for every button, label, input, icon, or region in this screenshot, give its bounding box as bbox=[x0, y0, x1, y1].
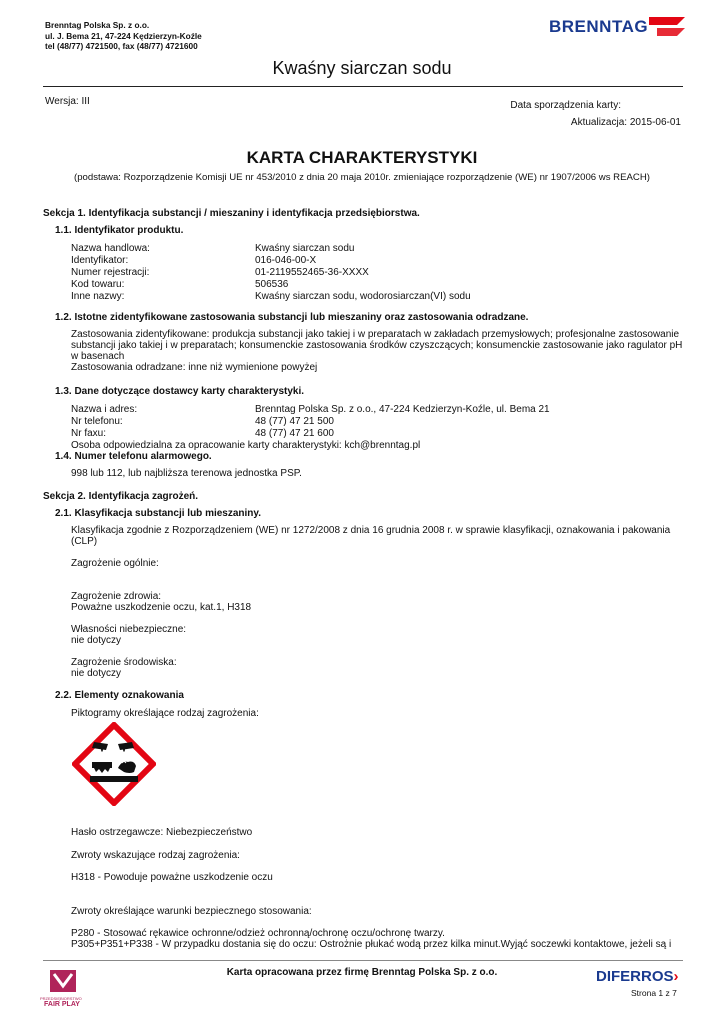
product-title: Kwaśny siarczan sodu bbox=[272, 58, 452, 78]
arrow-right-icon: › bbox=[673, 968, 679, 985]
diferros-text: DIFERROS bbox=[596, 968, 674, 985]
phone-value: 48 (77) 47 21 500 bbox=[255, 416, 334, 427]
emergency-numbers: 998 lub 112, lub najbliższa terenowa jednostka PSP. bbox=[71, 468, 302, 479]
uses-line: Zastosowania odradzane: inne niż wymienione powyżej bbox=[71, 362, 318, 373]
registration-label: Numer rejestracji: bbox=[71, 267, 150, 278]
fax-value: 48 (77) 47 21 600 bbox=[255, 428, 334, 439]
health-hazard-value: Poważne uszkodzenie oczu, kat.1, H318 bbox=[71, 602, 252, 613]
section-2-2-heading: 2.2. Elementy oznakowania bbox=[55, 690, 184, 701]
company-street: ul. J. Bema 21, 47-224 Kędzierzyn-Koźle bbox=[45, 30, 202, 41]
physical-hazard-value: nie dotyczy bbox=[71, 635, 122, 646]
pictograms-label: Piktogramy określające rodzaj zagrożenia: bbox=[71, 708, 259, 719]
version: Wersja: III bbox=[45, 96, 90, 107]
hazard-statement: H318 - Powoduje poważne uszkodzenie oczu bbox=[71, 872, 273, 883]
footer-divider bbox=[43, 960, 683, 961]
phone-label: Nr telefonu: bbox=[71, 416, 123, 427]
uses-text bbox=[71, 329, 686, 373]
health-hazard-label: Zagrożenie zdrowia: bbox=[71, 591, 162, 602]
precaution-p280: P280 - Stosować rękawice ochronne/odzież ochronną/ochronę oczu/ochronę twarzy. bbox=[71, 928, 445, 939]
corrosion-icon bbox=[72, 722, 156, 806]
legal-basis: (podstawa: Rozporządzenie Komisji UE nr 453/2010 z dnia 20 maja 2010r. zmieniające rozporządzenie (WE) nr 1907/2006 ws REACH) bbox=[74, 172, 650, 183]
diferros-logo bbox=[596, 968, 679, 985]
ghs05-corrosion-pictogram bbox=[72, 722, 156, 806]
classification-line: (CLP) bbox=[71, 536, 98, 547]
other-names-value: Kwaśny siarczan sodu, wodorosiarczan(VI) sodu bbox=[255, 291, 471, 302]
product-code-label: Kod towaru: bbox=[71, 279, 125, 290]
general-hazard-label: Zagrożenie ogólnie: bbox=[71, 558, 159, 569]
uses-line: Zastosowania zidentyfikowane: produkcja substancji jako takiej i w preparatach w zakładach przemysłowych; profesjonalne zastosowanie bbox=[71, 329, 680, 340]
classification-text bbox=[71, 525, 686, 547]
fax-label: Nr faxu: bbox=[71, 428, 107, 439]
environment-hazard-label: Zagrożenie środowiska: bbox=[71, 657, 177, 668]
header-divider bbox=[43, 86, 683, 87]
address-value: Brenntag Polska Sp. z o.o., 47-224 Kedzierzyn-Koźle, ul. Bema 21 bbox=[255, 404, 550, 415]
update-date: Aktualizacja: 2015-06-01 bbox=[570, 117, 681, 128]
section-1-3-heading: 1.3. Dane dotyczące dostawcy karty charakterystyki. bbox=[55, 386, 305, 397]
company-phone: tel (48/77) 4721500, fax (48/77) 4721600 bbox=[45, 41, 198, 51]
environment-hazard-value: nie dotyczy bbox=[71, 668, 122, 679]
section-1-2-heading: 1.2. Istotne zidentyfikowane zastosowania substancji lub mieszaniny oraz zastosowania odradzane. bbox=[55, 312, 529, 323]
trade-name-label: Nazwa handlowa: bbox=[71, 243, 150, 254]
section-1-4-heading: 1.4. Numer telefonu alarmowego. bbox=[55, 451, 212, 462]
registration-value: 01-2119552465-36-XXXX bbox=[255, 267, 369, 278]
fair-play-text: FAIR PLAY bbox=[44, 1001, 80, 1008]
signal-word: Hasło ostrzegawcze: Niebezpieczeństwo bbox=[71, 827, 253, 838]
date-label: Data sporządzenia karty: bbox=[510, 100, 621, 111]
identifier-value: 016-046-00-X bbox=[255, 255, 317, 266]
address-label: Nazwa i adres: bbox=[71, 404, 138, 415]
logo-text: BRENNTAG bbox=[549, 17, 649, 36]
contact-person: Osoba odpowiedzialna za opracowanie karty charakterystyki: kch@brenntag.pl bbox=[71, 440, 421, 451]
identifier-label: Identyfikator: bbox=[71, 255, 129, 266]
company-name: Brenntag Polska Sp. z o.o. bbox=[45, 20, 150, 30]
hazard-statements-label: Zwroty wskazujące rodzaj zagrożenia: bbox=[71, 850, 240, 861]
trade-name-value: Kwaśny siarczan sodu bbox=[255, 243, 355, 254]
page-number: Strona 1 z 7 bbox=[631, 988, 677, 998]
document-title: KARTA CHARAKTERYSTYKI bbox=[246, 148, 478, 167]
brenntag-logo bbox=[549, 14, 683, 40]
precaution-p305: P305+P351+P338 - W przypadku dostania się do oczu: Ostrożnie płukać wodą przez kilka minut.Wyjąć soczewki kontaktowe, jeżeli są i bbox=[71, 939, 672, 950]
section-1-1-heading: 1.1. Identyfikator produktu. bbox=[55, 225, 184, 236]
uses-line: w basenach bbox=[71, 351, 125, 362]
fair-play-caption: PRZEDSIĘBIORSTWO bbox=[40, 996, 82, 1001]
company-address bbox=[45, 20, 202, 52]
other-names-label: Inne nazwy: bbox=[71, 291, 125, 302]
classification-line: Klasyfikacja zgodnie z Rozporządzeniem (WE) nr 1272/2008 z dnia 16 grudnia 2008 r. w sprawie klasyfikacji, oznakowania i pakowania bbox=[71, 525, 671, 536]
section-2-1-heading: 2.1. Klasyfikacja substancji lub mieszaniny. bbox=[55, 508, 262, 519]
footer-text: Karta opracowana przez firmę Brenntag Polska Sp. z o.o. bbox=[226, 967, 498, 978]
product-code-value: 506536 bbox=[255, 279, 289, 290]
precautionary-label: Zwroty określające warunki bezpiecznego stosowania: bbox=[71, 906, 312, 917]
logo-swoosh-icon bbox=[647, 14, 687, 40]
uses-line: substancji jako takiej i w preparatach; konsumenckie zastosowania środków czyszczących; konsumenckie zastosowanie jako ragulator pH bbox=[71, 340, 683, 351]
section-2-heading: Sekcja 2. Identyfikacja zagrożeń. bbox=[43, 491, 199, 502]
physical-hazard-label: Własności niebezpieczne: bbox=[71, 624, 187, 635]
section-1-heading: Sekcja 1. Identyfikacja substancji / mieszaniny i identyfikacja przedsiębiorstwa. bbox=[43, 208, 420, 219]
